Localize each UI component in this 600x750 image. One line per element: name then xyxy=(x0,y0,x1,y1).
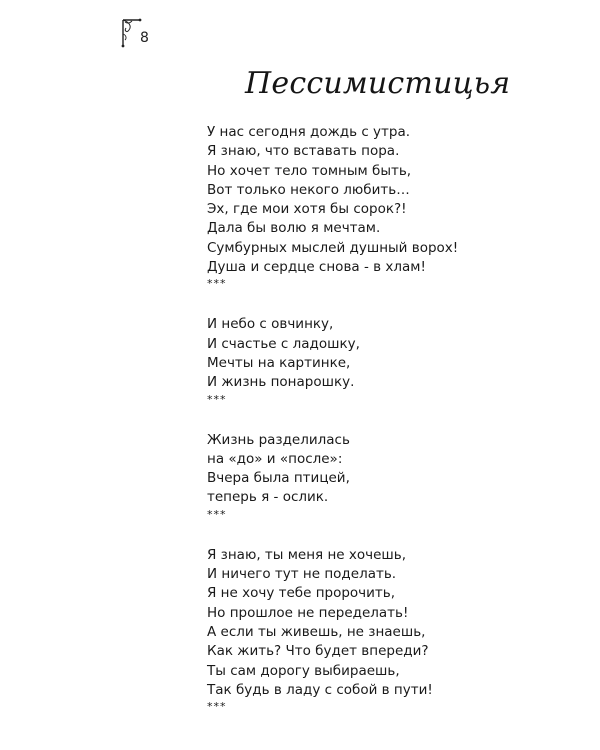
poem-line: Я не хочу тебе пророчить, xyxy=(207,585,396,602)
poem-line: Дала бы волю я мечтам. xyxy=(207,220,381,237)
stanza-4 xyxy=(207,546,587,714)
stanza-2 xyxy=(207,315,587,406)
poem-line: Я знаю, ты меня не хочешь, xyxy=(207,546,406,563)
poem-line: Сумбурных мыслей душный ворох! xyxy=(207,239,459,256)
poem-line: теперь я - ослик. xyxy=(207,489,329,506)
poem-line: Я знаю, что вставать пора. xyxy=(207,143,400,160)
page-number: 8 xyxy=(140,30,149,46)
poem-line: А если ты живешь, не знаешь, xyxy=(207,623,426,640)
poem-line: на «до» и «после»: xyxy=(207,450,343,467)
stanza-separator: *** xyxy=(207,700,227,714)
stanza-1 xyxy=(207,123,587,291)
poem-line: Эх, где мои хотя бы сорок?! xyxy=(207,201,407,218)
poem-line: У нас сегодня дождь с утра. xyxy=(207,124,411,140)
poem-line: Ты сам дорогу выбираешь, xyxy=(207,662,400,679)
poem-title: Пессимистицья xyxy=(245,66,511,101)
poem-line: Но прошлое не переделать! xyxy=(207,604,409,621)
stanza-separator: *** xyxy=(207,277,227,291)
poem-line: Душа и сердце снова - в хлам! xyxy=(207,259,426,276)
poem-line: Вот только некого любить… xyxy=(207,181,410,198)
poem-line: Но хочет тело томным быть, xyxy=(207,162,412,179)
poem-line: Жизнь разделилась xyxy=(207,431,350,448)
stanza-separator: *** xyxy=(207,392,227,406)
poem-line: Так будь в ладу с собой в пути! xyxy=(207,681,433,698)
poem-line: И жизнь понарошку. xyxy=(207,374,355,391)
poem-line: И счастье с ладошку, xyxy=(207,335,360,352)
poem-line: И ничего тут не поделать. xyxy=(207,566,397,583)
poem-line: И небо с овчинку, xyxy=(207,316,334,333)
stanza-3 xyxy=(207,431,587,522)
poem-body xyxy=(207,123,587,738)
stanza-separator: *** xyxy=(207,507,227,521)
poem-line: Как жить? Что будет впереди? xyxy=(207,643,429,660)
poem-line: Мечты на картинке, xyxy=(207,354,351,371)
poem-line: Вчера была птицей, xyxy=(207,470,350,487)
